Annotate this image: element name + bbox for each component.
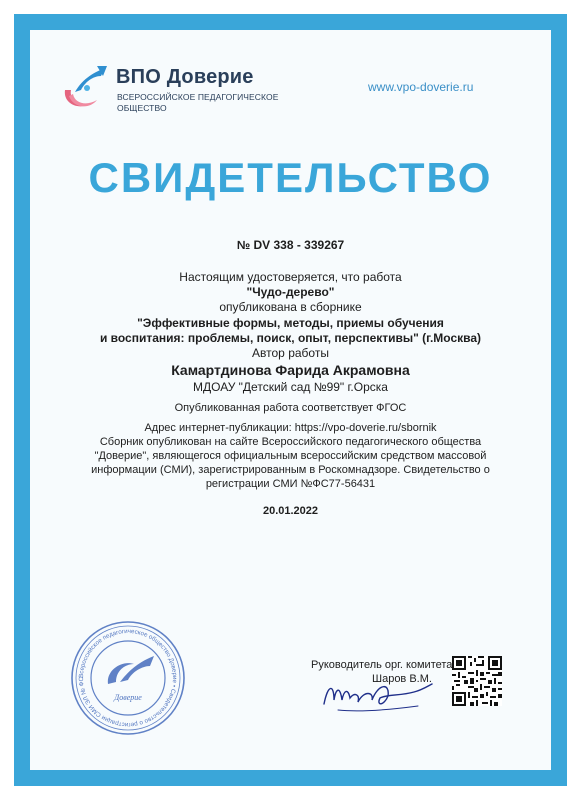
collection-title-line1: "Эффективные формы, методы, приемы обучения	[137, 316, 444, 330]
info-line-2: "Доверие", являющегося официальным всероссийским средством массовой	[94, 450, 487, 462]
fgos-note: Опубликованная работа соответствует ФГОС	[174, 402, 407, 414]
certificate-title: СВИДЕТЕЛЬСТВО	[88, 154, 493, 201]
organization: МДОАУ "Детский сад №99" г.Орска	[193, 380, 388, 394]
round-seal-icon	[70, 620, 186, 736]
stamp-center-text: Доверие	[114, 693, 142, 702]
confirm-line: Настоящим удостоверяется, что работа	[179, 270, 402, 284]
stamp-ring-text: Всероссийское педагогическое общество Доверие • Свидетельство о регистрации СМИ ЭЛ № ФС	[77, 627, 179, 729]
brand-logo-icon	[57, 60, 109, 112]
signer-role: Руководитель орг. комитета	[311, 659, 453, 671]
website-link[interactable]: www.vpo-doverie.ru	[368, 80, 474, 94]
issue-date: 20.01.2022	[262, 505, 319, 517]
signature-icon	[318, 670, 438, 720]
work-title: "Чудо-дерево"	[246, 285, 335, 299]
qr-code-icon[interactable]	[452, 656, 502, 706]
signer-name: Шаров В.М.	[372, 673, 432, 685]
certificate-number: № DV 338 - 339267	[236, 238, 345, 252]
brand-title: ВПО Доверие	[116, 66, 254, 88]
collection-title-line2: и воспитания: проблемы, поиск, опыт, перспективы" (г.Москва)	[99, 331, 482, 345]
info-line-1: Сборник опубликован на сайте Всероссийского педагогического общества	[99, 436, 482, 448]
published-line: опубликована в сборнике	[219, 300, 362, 314]
author-name: Камартдинова Фарида Акрамовна	[171, 362, 410, 378]
address-line: Адрес интернет-публикации: https://vpo-doverie.ru/sbornik	[144, 422, 437, 434]
info-line-3: информации (СМИ), зарегистрированным в Роскомнадзоре. Свидетельство о	[91, 464, 490, 476]
brand-subtitle: ВСЕРОССИЙСКОЕ ПЕДАГОГИЧЕСКОЕ ОБЩЕСТВО	[117, 92, 279, 113]
author-label: Автор работы	[252, 346, 329, 360]
info-line-4: регистрации СМИ №ФС77-56431	[205, 478, 376, 490]
svg-text:Всероссийское педагогическое о	[70, 620, 178, 728]
